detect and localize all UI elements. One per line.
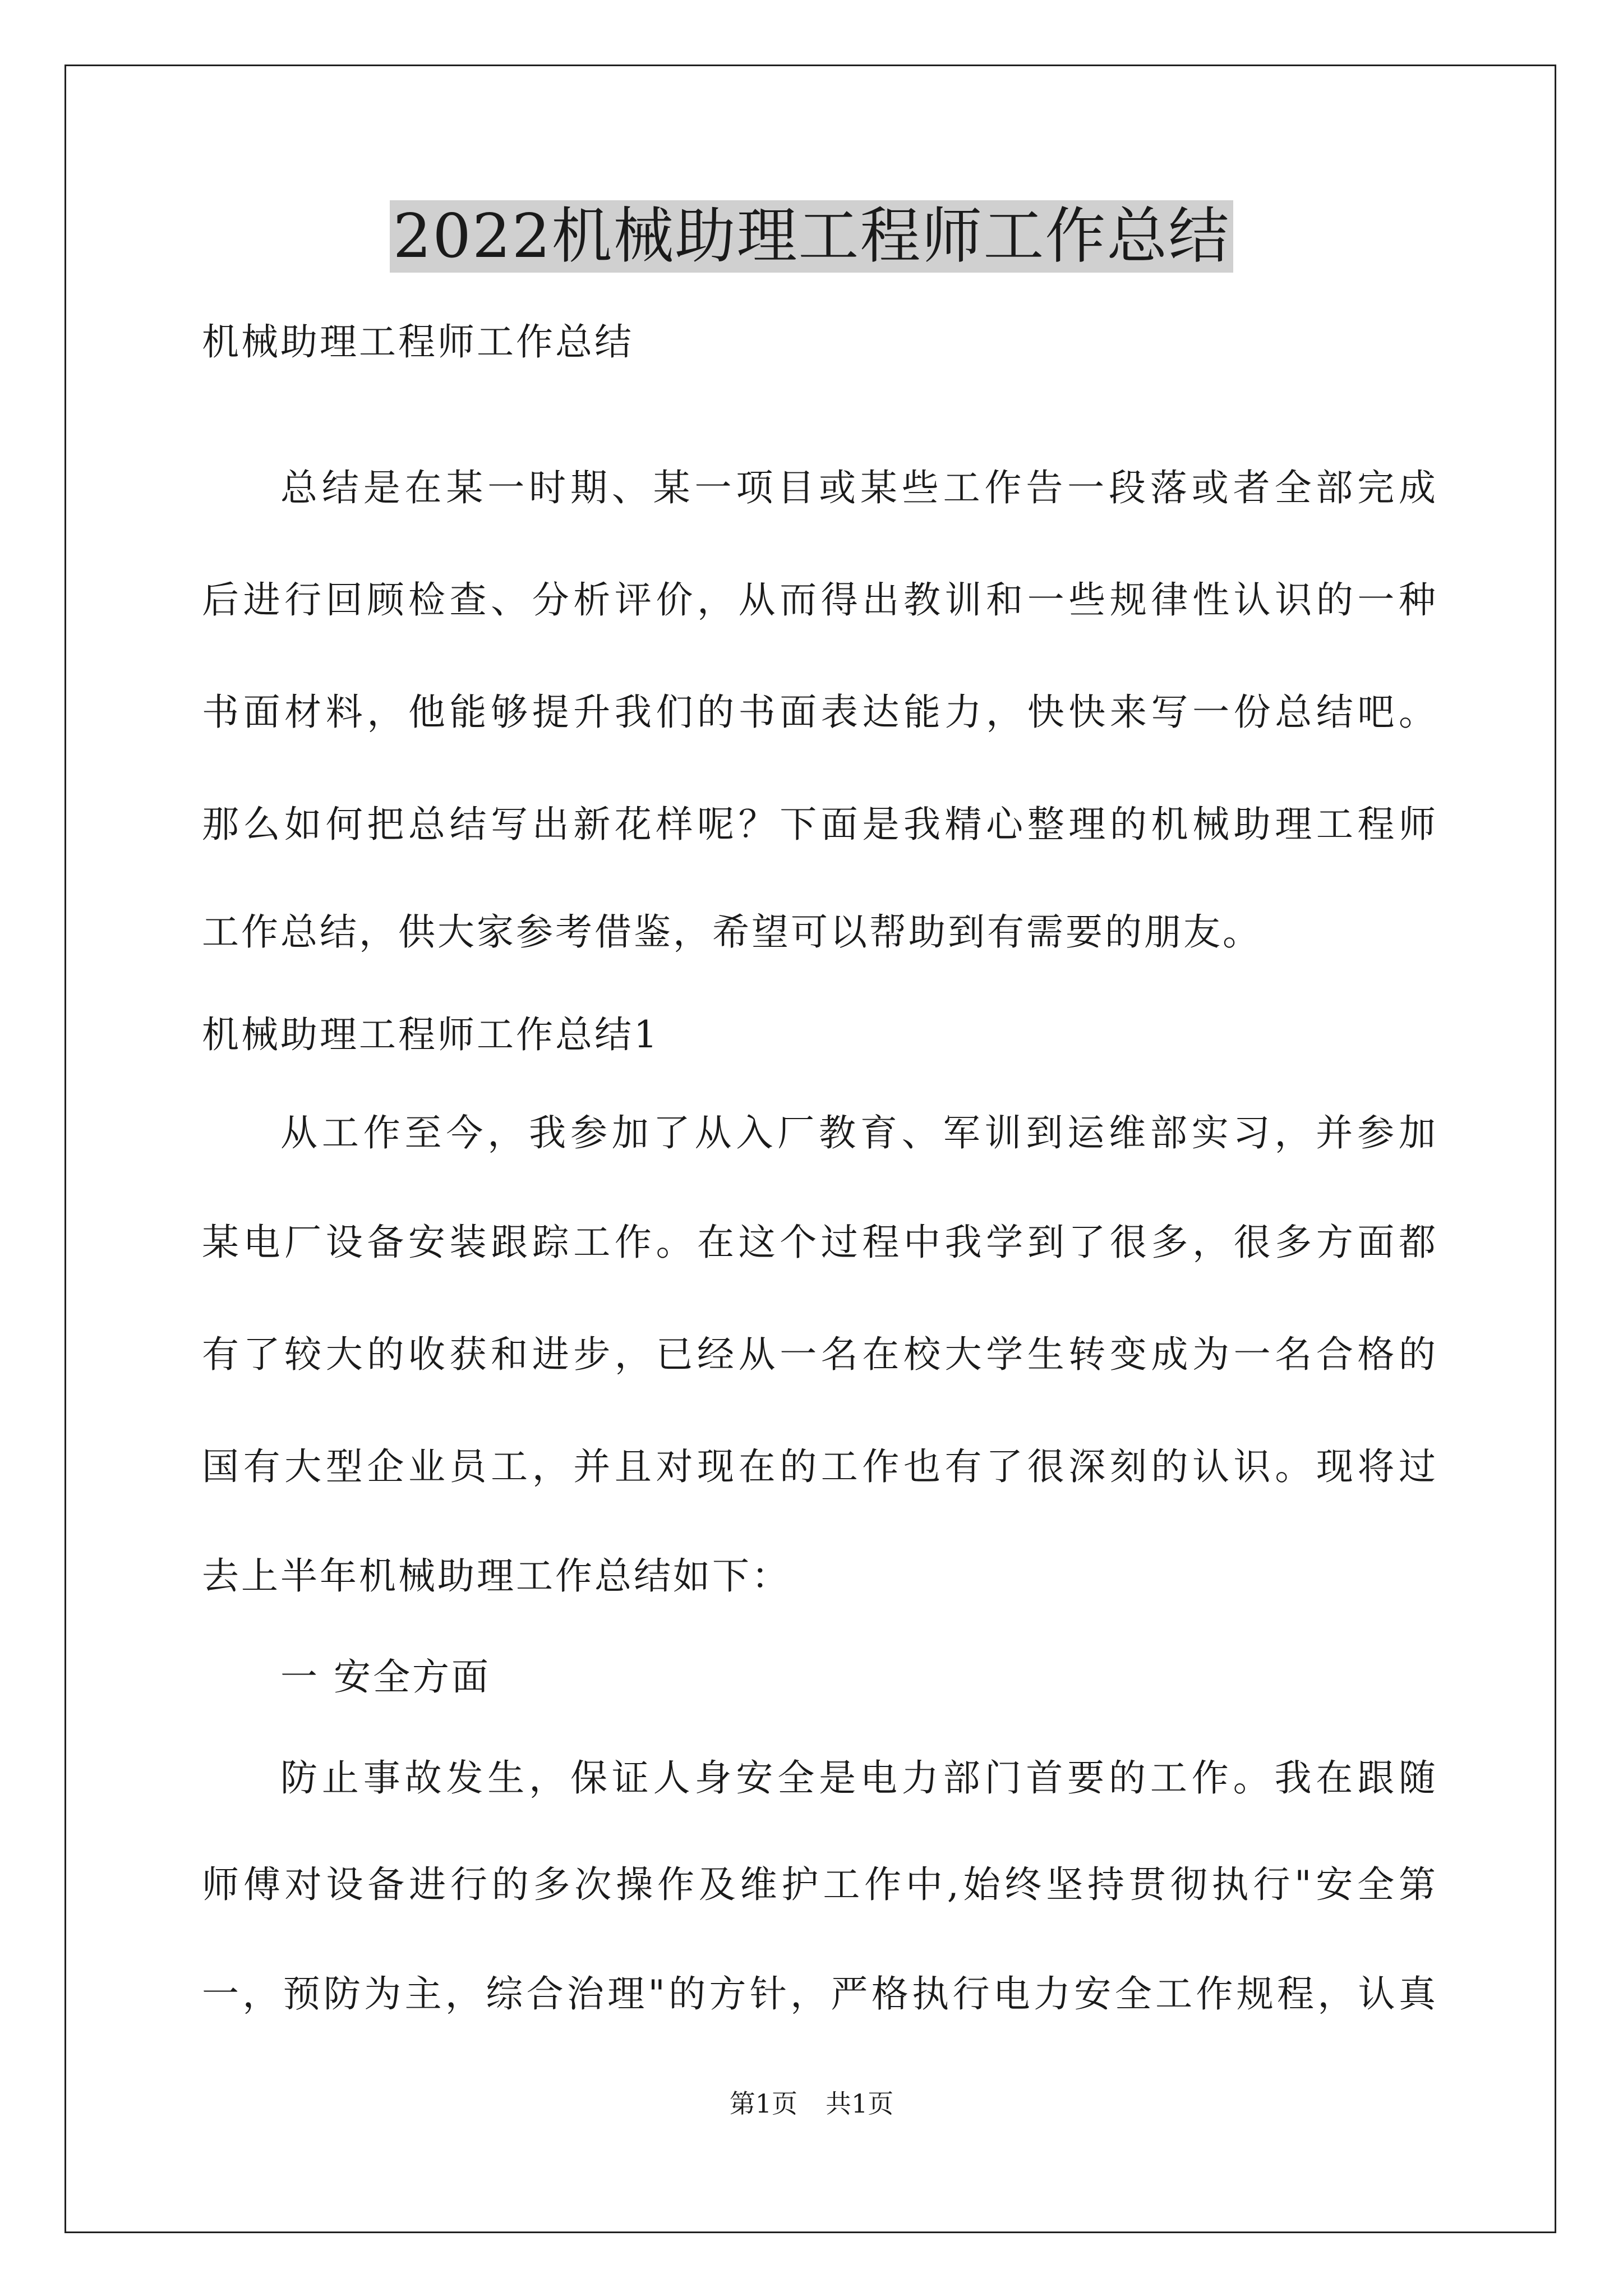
body-line: 某电厂设备安装跟踪工作。在这个过程中我学到了很多，很多方面都 bbox=[202, 1221, 1436, 1264]
body-line: 去上半年机械助理工作总结如下： bbox=[202, 1554, 791, 1598]
body-line: 从工作至今，我参加了从入厂教育、军训到运维部实习，并参加 bbox=[280, 1111, 1436, 1154]
subheading: 一 安全方面 bbox=[280, 1655, 491, 1699]
document-subtitle: 机械助理工程师工作总结 bbox=[202, 320, 634, 364]
intro-line: 书面材料，他能够提升我们的书面表达能力，快快来写一份总结吧。 bbox=[202, 691, 1436, 734]
page-footer bbox=[0, 2087, 1623, 2120]
safety-line: 师傅对设备进行的多次操作及维护工作中,始终坚持贯彻执行"安全第 bbox=[202, 1863, 1436, 1906]
safety-line: 一，预防为主，综合治理"的方针，严格执行电力安全工作规程，认真 bbox=[202, 1972, 1436, 2016]
body-line: 有了较大的收获和进步，已经从一名在校大学生转变成为一名合格的 bbox=[202, 1333, 1436, 1376]
page-total: 共1页 bbox=[826, 2088, 894, 2119]
section-heading: 机械助理工程师工作总结1 bbox=[202, 1013, 660, 1056]
page-number: 第1页 bbox=[729, 2088, 797, 2119]
document-title-text: 2022机械助理工程师工作总结 bbox=[390, 200, 1234, 273]
intro-line: 那么如何把总结写出新花样呢？下面是我精心整理的机械助理工程师 bbox=[202, 803, 1436, 846]
intro-line: 总结是在某一时期、某一项目或某些工作告一段落或者全部完成 bbox=[280, 466, 1436, 509]
intro-line: 后进行回顾检查、分析评价，从而得出教训和一些规律性认识的一种 bbox=[202, 578, 1436, 622]
document-title bbox=[0, 197, 1623, 276]
body-line: 国有大型企业员工，并且对现在的工作也有了很深刻的认识。现将过 bbox=[202, 1445, 1436, 1488]
safety-line: 防止事故发生，保证人身安全是电力部门首要的工作。我在跟随 bbox=[280, 1756, 1436, 1800]
intro-line: 工作总结，供大家参考借鉴，希望可以帮助到有需要的朋友。 bbox=[202, 910, 1262, 954]
